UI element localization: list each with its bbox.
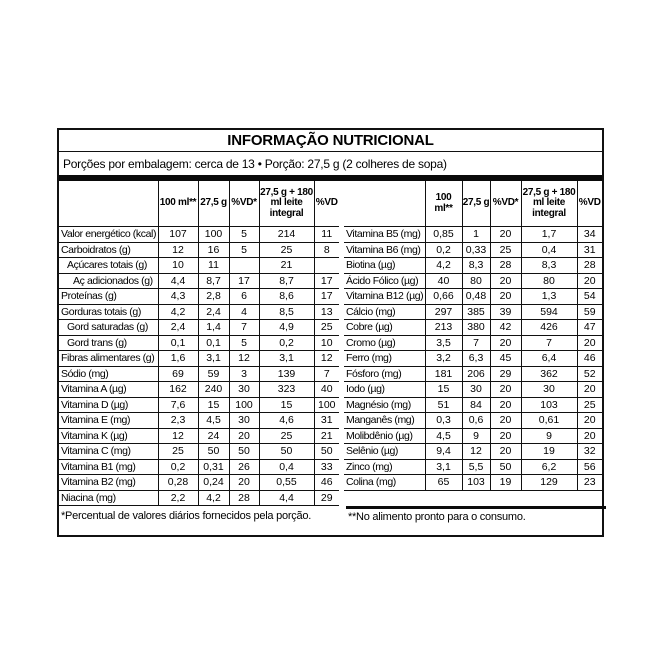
value-cell: 2,2: [158, 490, 198, 506]
value-cell: 4,3: [158, 289, 198, 305]
column-header: 100 ml**: [158, 181, 198, 227]
value-cell: 25: [259, 428, 314, 444]
header-label-spacer: [344, 181, 425, 227]
value-cell: 30: [521, 382, 577, 398]
nutrient-label: Aç adicionados (g): [59, 273, 158, 289]
nutrient-label: Ácido Fólico (µg): [344, 273, 425, 289]
nutrient-label: Selênio (µg): [344, 444, 425, 460]
value-cell: 11: [198, 258, 229, 274]
value-cell: 5: [229, 242, 259, 258]
nutrient-label: Valor energético (kcal): [61, 228, 157, 241]
nutrient-label: Cálcio (mg): [344, 304, 425, 320]
value-cell: 594: [521, 304, 577, 320]
value-cell: 2,4: [198, 304, 229, 320]
value-cell: 25: [259, 242, 314, 258]
nutrient-label: Magnésio (mg): [344, 397, 425, 413]
value-cell: 20: [490, 289, 521, 305]
value-cell: 33: [314, 459, 339, 475]
column-header: 27,5 g + 180 ml leite integral: [259, 181, 314, 227]
value-cell: 19: [490, 475, 521, 491]
value-cell: 80: [462, 273, 490, 289]
value-cell: 59: [198, 366, 229, 382]
value-cell: 181: [425, 366, 462, 382]
value-cell: 54: [577, 289, 602, 305]
value-cell: 20: [577, 413, 602, 429]
value-cell: 3,5: [425, 335, 462, 351]
value-cell: 20: [490, 227, 521, 243]
nutrient-label: Vitamina A (µg): [59, 382, 158, 398]
value-cell: 15: [259, 397, 314, 413]
nutrient-label: Iodo (µg): [344, 382, 425, 398]
value-cell: 3,1: [425, 459, 462, 475]
value-cell: 214: [259, 227, 314, 243]
value-cell: 0,24: [198, 475, 229, 491]
nutrient-label: Proteínas (g): [59, 289, 158, 305]
header-row: [344, 181, 602, 227]
value-cell: 12: [462, 444, 490, 460]
value-cell: 6,2: [521, 459, 577, 475]
nutrient-row: [59, 258, 339, 274]
nutrient-row: [59, 273, 339, 289]
value-cell: 12: [229, 351, 259, 367]
nutrient-label: Carboidratos (g): [59, 242, 158, 258]
value-cell: 20: [490, 273, 521, 289]
value-cell: 20: [229, 475, 259, 491]
value-cell: 362: [521, 366, 577, 382]
value-cell: 80: [521, 273, 577, 289]
nutrient-row: [344, 304, 602, 320]
value-cell: 5: [229, 335, 259, 351]
value-cell: 45: [490, 351, 521, 367]
nutrient-row: [344, 444, 602, 460]
value-cell: 52: [577, 366, 602, 382]
value-cell: 12: [158, 242, 198, 258]
value-cell: 1,7: [521, 227, 577, 243]
value-cell: 4,9: [259, 320, 314, 336]
serving-info: Porções por embalagem: cerca de 13 • Porção: 27,5 g (2 colheres de sopa): [63, 157, 447, 171]
column-header: 100 ml**: [425, 181, 462, 227]
value-cell: 34: [577, 227, 602, 243]
column-header: %VD*: [490, 181, 521, 227]
value-cell: 3: [229, 366, 259, 382]
value-cell: 5: [229, 227, 259, 243]
value-cell: 4,4: [158, 273, 198, 289]
nutrient-row: [344, 320, 602, 336]
value-cell: 51: [425, 397, 462, 413]
value-cell: 8,7: [198, 273, 229, 289]
nutrient-label: Vitamina C (mg): [59, 444, 158, 460]
value-cell: 50: [490, 459, 521, 475]
value-cell: 0,61: [521, 413, 577, 429]
nutrient-row: [344, 428, 602, 444]
value-cell: 9: [462, 428, 490, 444]
nutrition-label: [57, 128, 604, 537]
value-cell: 0,31: [198, 459, 229, 475]
value-cell: 15: [198, 397, 229, 413]
nutrient-row: [59, 459, 339, 475]
value-cell: 28: [229, 490, 259, 506]
value-cell: 297: [425, 304, 462, 320]
value-cell: 25: [314, 320, 339, 336]
nutrient-label: Ferro (mg): [344, 351, 425, 367]
nutrient-row: [344, 366, 602, 382]
value-cell: 8,3: [462, 258, 490, 274]
value-cell: 0,4: [521, 242, 577, 258]
nutrient-row: [344, 335, 602, 351]
value-cell: 7: [314, 366, 339, 382]
value-cell: 12: [314, 351, 339, 367]
value-cell: 20: [490, 444, 521, 460]
value-cell: 17: [314, 273, 339, 289]
value-cell: 2,4: [158, 320, 198, 336]
value-cell: 30: [229, 413, 259, 429]
value-cell: 50: [314, 444, 339, 460]
column-header: %VD: [577, 181, 602, 227]
value-cell: 42: [490, 320, 521, 336]
value-cell: 20: [577, 273, 602, 289]
value-cell: 0,28: [158, 475, 198, 491]
value-cell: 2,8: [198, 289, 229, 305]
value-cell: 46: [314, 475, 339, 491]
value-cell: 4: [229, 304, 259, 320]
value-cell: 28: [577, 258, 602, 274]
value-cell: 39: [490, 304, 521, 320]
nutrient-label: Colina (mg): [344, 475, 425, 491]
value-cell: 8,3: [521, 258, 577, 274]
header-row: [59, 181, 339, 227]
nutrient-row: [59, 475, 339, 491]
value-cell: 0,2: [425, 242, 462, 258]
value-cell: 20: [577, 428, 602, 444]
value-cell: 0,1: [198, 335, 229, 351]
nutrient-table-right: [344, 181, 602, 491]
value-cell: 1: [462, 227, 490, 243]
value-cell: 50: [198, 444, 229, 460]
value-cell: 103: [521, 397, 577, 413]
value-cell: 4,6: [259, 413, 314, 429]
column-header: 27,5 g: [462, 181, 490, 227]
table-header-left: [59, 181, 339, 227]
value-cell: 139: [259, 366, 314, 382]
value-cell: 20: [490, 397, 521, 413]
value-cell: 69: [158, 366, 198, 382]
value-cell: 20: [577, 335, 602, 351]
value-cell: 9: [521, 428, 577, 444]
nutrient-table-left: [59, 181, 339, 506]
nutrient-label: Vitamina E (mg): [59, 413, 158, 429]
value-cell: 206: [462, 366, 490, 382]
nutrient-row: [344, 289, 602, 305]
footnote-daily-values: *Percentual de valores diários fornecidos pela porção.: [61, 510, 312, 522]
value-cell: 10: [158, 258, 198, 274]
value-cell: 1,6: [158, 351, 198, 367]
value-cell: 3,2: [425, 351, 462, 367]
value-cell: 0,6: [462, 413, 490, 429]
value-cell: 20: [229, 428, 259, 444]
value-cell: 20: [490, 382, 521, 398]
nutrient-label: Vitamina B5 (mg): [344, 227, 425, 243]
value-cell: 20: [490, 413, 521, 429]
value-cell: 13: [314, 304, 339, 320]
value-cell: 25: [577, 397, 602, 413]
value-cell: 4,4: [259, 490, 314, 506]
nutrient-label: Molibdênio (µg): [344, 428, 425, 444]
value-cell: 40: [314, 382, 339, 398]
value-cell: 21: [259, 258, 314, 274]
value-cell: 19: [521, 444, 577, 460]
column-header: %VD*: [229, 181, 259, 227]
value-cell: 26: [229, 459, 259, 475]
value-cell: 6,4: [521, 351, 577, 367]
value-cell: 426: [521, 320, 577, 336]
nutrient-row: [59, 320, 339, 336]
nutrient-row: [59, 382, 339, 398]
label-title: INFORMAÇÃO NUTRICIONAL: [59, 130, 602, 152]
nutrient-label: Gorduras totais (g): [59, 304, 158, 320]
value-cell: 100: [314, 397, 339, 413]
value-cell: 12: [158, 428, 198, 444]
nutrient-row: [59, 444, 339, 460]
nutrient-label: Gord saturadas (g): [59, 320, 158, 336]
nutrient-label: Gord trans (g): [59, 335, 158, 351]
value-cell: 129: [521, 475, 577, 491]
column-header: %VD: [314, 181, 339, 227]
value-cell: 59: [577, 304, 602, 320]
value-cell: 0,85: [425, 227, 462, 243]
value-cell: 103: [462, 475, 490, 491]
value-cell: 100: [198, 227, 229, 243]
value-cell: 4,2: [198, 490, 229, 506]
value-cell: 7: [521, 335, 577, 351]
value-cell: 5,5: [462, 459, 490, 475]
column-header: 27,5 g + 180 ml leite integral: [521, 181, 577, 227]
value-cell: 11: [314, 227, 339, 243]
nutrient-row: [344, 459, 602, 475]
header-label-spacer: [59, 181, 158, 227]
value-cell: 16: [198, 242, 229, 258]
nutrient-row: [344, 413, 602, 429]
value-cell: 40: [425, 273, 462, 289]
value-cell: 50: [229, 444, 259, 460]
footnote-prepared: **No alimento pronto para o consumo.: [346, 506, 606, 523]
value-cell: 323: [259, 382, 314, 398]
nutrient-row: [59, 335, 339, 351]
value-cell: 8,7: [259, 273, 314, 289]
value-cell: 32: [577, 444, 602, 460]
value-cell: 31: [314, 413, 339, 429]
value-cell: 9,4: [425, 444, 462, 460]
nutrient-row: [344, 475, 602, 491]
value-cell: 15: [425, 382, 462, 398]
value-cell: 107: [158, 227, 198, 243]
nutrient-row: [344, 227, 602, 243]
value-cell: 4,2: [425, 258, 462, 274]
table-header-right: [344, 181, 602, 227]
value-cell: 25: [490, 242, 521, 258]
value-cell: 4,5: [198, 413, 229, 429]
nutrient-row: [344, 273, 602, 289]
value-cell: 84: [462, 397, 490, 413]
column-header: 27,5 g: [198, 181, 229, 227]
value-cell: 29: [490, 366, 521, 382]
value-cell: 8: [314, 242, 339, 258]
value-cell: 385: [462, 304, 490, 320]
value-cell: 4,5: [425, 428, 462, 444]
nutrient-label: Manganês (mg): [344, 413, 425, 429]
value-cell: 1,3: [521, 289, 577, 305]
nutrient-row: [344, 351, 602, 367]
nutrient-label: Vitamina K (µg): [59, 428, 158, 444]
value-cell: 23: [577, 475, 602, 491]
value-cell: 0,2: [158, 459, 198, 475]
value-cell: 17: [314, 289, 339, 305]
nutrient-label: Açúcares totais (g): [59, 258, 158, 274]
nutrient-row: [59, 428, 339, 444]
nutrient-label: Zinco (mg): [344, 459, 425, 475]
nutrient-row: [59, 351, 339, 367]
nutrient-label: Vitamina B12 (µg): [346, 290, 424, 303]
value-cell: 20: [490, 428, 521, 444]
nutrient-label: Vitamina D (µg): [59, 397, 158, 413]
nutrient-label: Cromo (µg): [344, 335, 425, 351]
nutrient-label: Fósforo (mg): [344, 366, 425, 382]
nutrient-row: [59, 366, 339, 382]
value-cell: 0,48: [462, 289, 490, 305]
value-cell: 0,3: [425, 413, 462, 429]
nutrient-label: Sódio (mg): [59, 366, 158, 382]
value-cell: 56: [577, 459, 602, 475]
nutrient-label: Vitamina B6 (mg): [344, 242, 425, 258]
footnotes: [59, 506, 602, 523]
value-cell: 0,2: [259, 335, 314, 351]
value-cell: 4,2: [158, 304, 198, 320]
nutrient-row: [59, 227, 339, 243]
nutrient-row: [59, 397, 339, 413]
value-cell: 0,1: [158, 335, 198, 351]
value-cell: 17: [229, 273, 259, 289]
value-cell: 213: [425, 320, 462, 336]
value-cell: 7,6: [158, 397, 198, 413]
nutrient-row: [59, 304, 339, 320]
value-cell: 47: [577, 320, 602, 336]
value-cell: 8,5: [259, 304, 314, 320]
value-cell: 10: [314, 335, 339, 351]
value-cell: 24: [198, 428, 229, 444]
value-cell: 2,3: [158, 413, 198, 429]
value-cell: 1,4: [198, 320, 229, 336]
nutrient-row: [344, 382, 602, 398]
value-cell: 8,6: [259, 289, 314, 305]
nutrient-label: Vitamina B2 (mg): [59, 475, 158, 491]
value-cell: 25: [158, 444, 198, 460]
value-cell: 46: [577, 351, 602, 367]
value-cell: 28: [490, 258, 521, 274]
value-cell: 0,55: [259, 475, 314, 491]
nutrient-row: [344, 242, 602, 258]
value-cell: 240: [198, 382, 229, 398]
nutrient-label: Cobre (µg): [344, 320, 425, 336]
value-cell: 50: [259, 444, 314, 460]
nutrient-tables: [59, 181, 602, 506]
value-cell: 162: [158, 382, 198, 398]
value-cell: [229, 258, 259, 274]
nutrient-row: [59, 413, 339, 429]
nutrient-row: [344, 258, 602, 274]
value-cell: 20: [577, 382, 602, 398]
value-cell: 20: [490, 335, 521, 351]
value-cell: 31: [577, 242, 602, 258]
value-cell: 0,66: [425, 289, 462, 305]
value-cell: 7: [229, 320, 259, 336]
nutrient-row: [59, 289, 339, 305]
value-cell: 65: [425, 475, 462, 491]
value-cell: 21: [314, 428, 339, 444]
value-cell: 0,33: [462, 242, 490, 258]
value-cell: [314, 258, 339, 274]
value-cell: 7: [462, 335, 490, 351]
nutrient-label: Fibras alimentares (g): [59, 351, 158, 367]
nutrient-label: Vitamina B1 (mg): [59, 459, 158, 475]
value-cell: 0,4: [259, 459, 314, 475]
value-cell: 3,1: [259, 351, 314, 367]
value-cell: 3,1: [198, 351, 229, 367]
value-cell: 380: [462, 320, 490, 336]
value-cell: 6: [229, 289, 259, 305]
nutrient-row: [59, 490, 339, 506]
nutrient-label: Niacina (mg): [59, 490, 158, 506]
value-cell: 29: [314, 490, 339, 506]
value-cell: 6,3: [462, 351, 490, 367]
nutrient-row: [344, 397, 602, 413]
nutrient-label: Biotina (µg): [344, 258, 425, 274]
value-cell: 30: [462, 382, 490, 398]
nutrient-row: [59, 242, 339, 258]
value-cell: 100: [229, 397, 259, 413]
value-cell: 30: [229, 382, 259, 398]
